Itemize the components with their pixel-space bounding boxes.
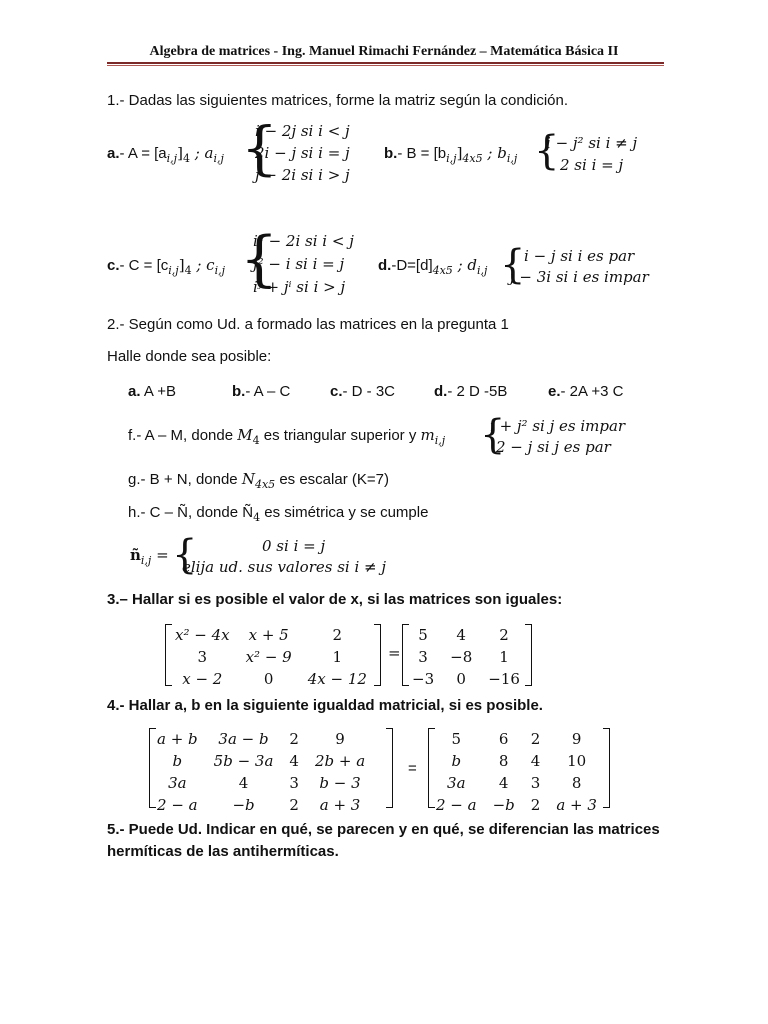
q1a-dim: ] xyxy=(177,144,183,162)
q1b-sub: i,j xyxy=(446,152,457,166)
q2-subtitle: Halle donde sea posible: xyxy=(107,348,272,365)
q2e-label: e. xyxy=(548,383,561,400)
matrix-cell: 2 xyxy=(289,730,299,748)
matrix-cell: x² − 4x xyxy=(175,626,230,644)
q1c-dim: ] xyxy=(178,256,185,274)
matrix-cell: 4 xyxy=(456,626,466,644)
q5-line-2: hermíticas de las antihermíticas. xyxy=(107,843,339,860)
matrix-cell: 0 xyxy=(263,670,274,688)
matrix-cell: 3a xyxy=(168,774,187,792)
q2-g xyxy=(128,470,389,491)
q2f-case-2: 2 − j si j es par xyxy=(496,438,611,456)
q1a-sub: i,j xyxy=(166,152,178,166)
matrix-cell: b xyxy=(172,752,183,770)
q1a-case-1: i − 2j si i < j xyxy=(255,122,350,140)
q1c-dimsub: 4 xyxy=(184,264,192,278)
q2c-text: - D - 3C xyxy=(342,383,396,400)
matrix-cell: 8 xyxy=(498,752,509,770)
q1b-sepsub: i,j xyxy=(506,152,518,166)
q2f-case-1: i + j² si j es impar xyxy=(490,417,626,435)
q2a-text: A +B xyxy=(140,383,176,400)
q1b-dimsub: 4x5 xyxy=(462,152,483,166)
matrix-cell: 5 xyxy=(451,730,462,748)
q1d-brace: { xyxy=(500,242,526,288)
header-rule xyxy=(107,62,664,64)
q2c-label: c. xyxy=(330,383,343,400)
matrix-cell: 2 xyxy=(530,730,541,748)
q2b-text: - A – C xyxy=(245,383,291,400)
matrix-cell: x² − 9 xyxy=(245,648,292,666)
q1b-def: - B = [b xyxy=(397,145,447,162)
matrix-cell: 3a xyxy=(447,774,466,792)
q2n-var: ñ xyxy=(130,546,141,564)
q1b-cases xyxy=(546,132,637,176)
q2n-brace: { xyxy=(172,532,198,578)
matrix-cell: x + 5 xyxy=(248,626,289,644)
q2n-case-1: 0 si i = j xyxy=(262,537,326,555)
q1c-sub: i,j xyxy=(168,264,179,278)
q1c-case-3: iʲ + jⁱ si i > j xyxy=(253,278,346,296)
q1c-sep: ; c xyxy=(191,256,215,274)
q2-op-d xyxy=(434,383,507,400)
q1b-case-2: 2 si i = j xyxy=(560,156,624,174)
q2-op-b xyxy=(232,383,290,400)
matrix-cell: 4 xyxy=(530,752,541,770)
q1b-label: b. xyxy=(384,145,398,162)
q2h-text2: es simétrica y se cumple xyxy=(260,504,429,521)
q1d-case-2: j − 3i si i es impar xyxy=(510,268,649,286)
matrix-cell: 3 xyxy=(418,648,428,666)
q2f-cvar: m xyxy=(420,426,435,444)
matrix-cell: 4 xyxy=(238,774,249,792)
matrix-cell: 2 xyxy=(332,626,343,644)
q1c-case-2: j² − i si i = j xyxy=(253,255,345,273)
q1a-sep: ; a xyxy=(189,144,214,162)
q1a-sepsub: i,j xyxy=(213,152,224,166)
q1d-case-1: i − j si i es par xyxy=(524,247,635,265)
matrix-cell: −b xyxy=(492,796,515,814)
matrix-cell: 9 xyxy=(571,730,582,748)
q1c-label: c. xyxy=(107,257,120,274)
matrix-cell: 3 xyxy=(530,774,541,792)
matrix-cell: 4x − 12 xyxy=(307,670,367,688)
q1a-label: a. xyxy=(107,145,120,162)
header-rule-thin xyxy=(107,65,664,66)
matrix-cell: 5 xyxy=(418,626,428,644)
matrix-cell: x − 2 xyxy=(182,670,223,688)
q2h-text: h.- C – Ñ, donde Ñ xyxy=(128,504,254,521)
q2-op-e xyxy=(548,383,623,400)
q3-equals: = xyxy=(388,644,401,662)
q1d-sepsub: i,j xyxy=(477,264,488,278)
matrix-cell: b xyxy=(451,752,462,770)
matrix-cell: 2 xyxy=(289,796,299,814)
q1d-dimsub: 4x5 xyxy=(432,264,453,278)
q1a-def: - A = [a xyxy=(119,145,167,162)
q1d-sep: ; d xyxy=(452,256,478,274)
q2h-varsub: 4 xyxy=(253,511,261,525)
matrix-cell: a + 3 xyxy=(556,796,597,814)
matrix-cell: 0 xyxy=(456,670,466,688)
matrix-cell: 2 − a xyxy=(157,796,198,814)
q4-title: 4.- Hallar a, b en la siguiente igualdad matricial, si es posible. xyxy=(107,697,543,714)
q1c-brace: { xyxy=(240,224,279,294)
q2n-cases xyxy=(182,536,386,578)
q1d-def: -D=[d] xyxy=(391,257,433,274)
q1b-sep: ; b xyxy=(482,144,507,162)
q1c-sepsub: i,j xyxy=(214,264,226,278)
matrix-cell: −16 xyxy=(488,670,520,688)
matrix-cell: 2b + a xyxy=(314,752,366,770)
q2d-label: d. xyxy=(434,383,448,400)
q4-equals: = xyxy=(408,760,417,777)
q1a-case-3: j − 2i si i > j xyxy=(255,166,350,184)
matrix-cell: −b xyxy=(232,796,255,814)
matrix-cell: 10 xyxy=(567,752,587,770)
matrix-cell: −8 xyxy=(450,648,473,666)
q2n-eq: = xyxy=(151,546,169,564)
q2-op-a xyxy=(128,383,176,400)
q4-right-matrix xyxy=(428,728,610,814)
q2f-var: M xyxy=(237,426,253,444)
matrix-cell: 6 xyxy=(498,730,509,748)
matrix-cell: 1 xyxy=(332,648,343,666)
q3-left-matrix xyxy=(165,624,381,686)
matrix-cell: 4 xyxy=(289,752,299,770)
q3-title: 3.– Hallar si es posible el valor de x, si las matrices son iguales: xyxy=(107,591,563,608)
q2f-text2: es triangular superior y xyxy=(259,427,421,444)
q2-op-c xyxy=(330,383,395,400)
matrix-cell: b − 3 xyxy=(319,774,361,792)
page-header: Algebra de matrices - Ing. Manuel Rimachi Fernández – Matemática Básica II xyxy=(149,44,619,59)
matrix-cell: −3 xyxy=(412,670,435,688)
q2n-varsub: i,j xyxy=(140,554,152,568)
q2-h xyxy=(128,504,428,524)
q2f-varsub: 4 xyxy=(252,434,260,448)
matrix-cell: 5b − 3a xyxy=(213,752,274,770)
matrix-cell: 8 xyxy=(571,774,582,792)
q2g-varsub: 4x5 xyxy=(254,478,276,492)
q1b-dim: ] xyxy=(456,144,463,162)
q1-title: 1.- Dadas las siguientes matrices, forme la matriz según la condición. xyxy=(107,92,569,109)
matrix-cell: 2 xyxy=(530,796,541,814)
q1c-case-1: i² − 2i si i < j xyxy=(253,232,354,250)
q2g-text: g.- B + N, donde xyxy=(128,471,242,488)
matrix-cell: a + b xyxy=(157,730,198,748)
matrix-cell: 4 xyxy=(498,774,509,792)
q2a-label: a. xyxy=(128,383,141,400)
matrix-cell: 9 xyxy=(335,730,345,748)
matrix-cell: 2 − a xyxy=(436,796,477,814)
q1d-label: d. xyxy=(378,257,392,274)
q4-left-matrix xyxy=(149,728,393,814)
q1b-brace: { xyxy=(534,128,560,174)
q2-title: 2.- Según como Ud. a formado las matrices en la pregunta 1 xyxy=(107,316,509,333)
matrix-cell: 3 xyxy=(197,648,208,666)
q2n-case-2: elija ud. sus valores si i ≠ j xyxy=(182,558,387,576)
matrix-cell: 3a − b xyxy=(218,730,269,748)
q3-right-matrix xyxy=(402,624,532,686)
q1b-case-1: i − j² si i ≠ j xyxy=(546,134,638,152)
q1a-dimsub: 4 xyxy=(182,152,190,166)
q2f-cases xyxy=(490,416,625,458)
q2f-brace: { xyxy=(480,412,506,458)
q1c-def: - C = [c xyxy=(119,257,169,274)
matrix-cell: a + 3 xyxy=(319,796,361,814)
q1a-cases xyxy=(255,120,350,186)
q1a-case-2: 2i − j si i = j xyxy=(255,144,350,162)
matrix-cell: 3 xyxy=(289,774,299,792)
q2e-text: - 2A +3 C xyxy=(560,383,624,400)
q5-line-1: 5.- Puede Ud. Indicar en qué, se parecen y en qué, se diferencian las matrices xyxy=(107,821,660,838)
q2f-cvarsub: i,j xyxy=(434,434,446,448)
q1c-cases xyxy=(253,230,354,299)
q2g-text2: es escalar (K=7) xyxy=(275,471,389,488)
q1d-cases xyxy=(510,246,649,288)
q2d-text: - 2 D -5B xyxy=(447,383,508,400)
q2f-text: f.- A – M, donde xyxy=(128,427,238,444)
q2b-label: b. xyxy=(232,383,246,400)
q1a-brace: { xyxy=(241,114,278,182)
q2g-var: N xyxy=(241,470,255,488)
matrix-cell: 1 xyxy=(499,648,509,666)
matrix-cell: 2 xyxy=(499,626,509,644)
